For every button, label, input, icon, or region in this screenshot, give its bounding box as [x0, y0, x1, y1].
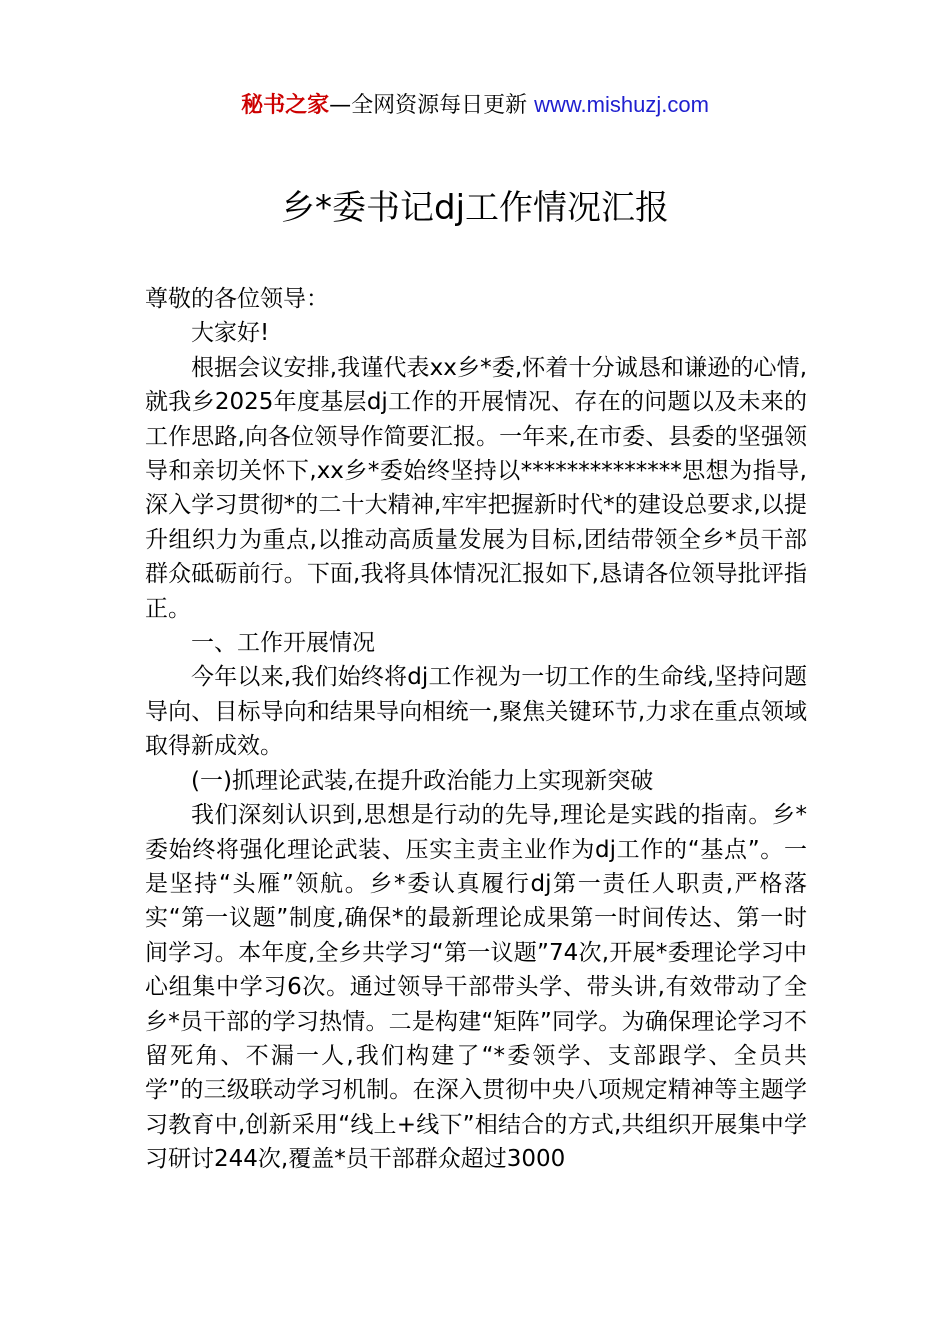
- greeting-paragraph: 大家好!: [191, 320, 270, 347]
- site-brand: 秘书之家: [241, 93, 330, 118]
- site-header: [0, 90, 950, 121]
- intro-paragraph: 根据会议安排,我谨代表xx乡*委,怀着十分诚恳和谦逊的心情,就我乡2025年度基层dj工作的开展情况、存在的问题以及未来的工作思路,向各位领导作简要汇报。一年来,在市委、县委的坚强领导和亲切关怀下,xx乡*委始终坚持以**************思想为指导,深入学习贯彻*的二十大精神,牢牢把握新时代*的建设总要求,以提升组织力为重点,以推动高质量发展为目标,团结带领全乡*员干部群众砥砺前行。下面,我将具体情况汇报如下,恳请各位领导批评指正。: [145, 354, 807, 622]
- document-body: [145, 282, 807, 1177]
- subsection-heading: (一)抓理论武装,在提升政治能力上实现新突破: [191, 767, 654, 794]
- document-title: 乡*委书记dj工作情况汇报: [280, 188, 670, 228]
- subsection-paragraph: 我们深刻认识到,思想是行动的先导,理论是实践的指南。乡*委始终将强化理论武装、压实主责主业作为dj工作的“基点”。一是坚持“头雁”领航。乡*委认真履行dj第一责任人职责,严格落实“第一议题”制度,确保*的最新理论成果第一时间传达、第一时间学习。本年度,全乡共学习“第一议题”74次,开展*委理论学习中心组集中学习6次。通过领导干部带头学、带头讲,有效带动了全乡*员干部的学习热情。二是构建“矩阵”同学。为确保理论学习不留死角、不漏一人,我们构建了“*委领学、支部跟学、全员共学”的三级联动学习机制。在深入贯彻中央八项规定精神等主题学习教育中,创新采用“线上+线下”相结合的方式,共组织开展集中学习研讨244次,覆盖*员干部群众超过3000: [145, 802, 807, 1173]
- site-url-link[interactable]: www.mishuzj.com: [534, 92, 709, 117]
- section-heading: 一、工作开展情况: [191, 630, 375, 657]
- salutation: 尊敬的各位领导：: [145, 286, 329, 312]
- site-tagline: —全网资源每日更新: [329, 93, 535, 118]
- section-intro-paragraph: 今年以来,我们始终将dj工作视为一切工作的生命线,坚持问题导向、目标导向和结果导向相统一,聚焦关键环节,力求在重点领域取得新成效。: [145, 664, 807, 760]
